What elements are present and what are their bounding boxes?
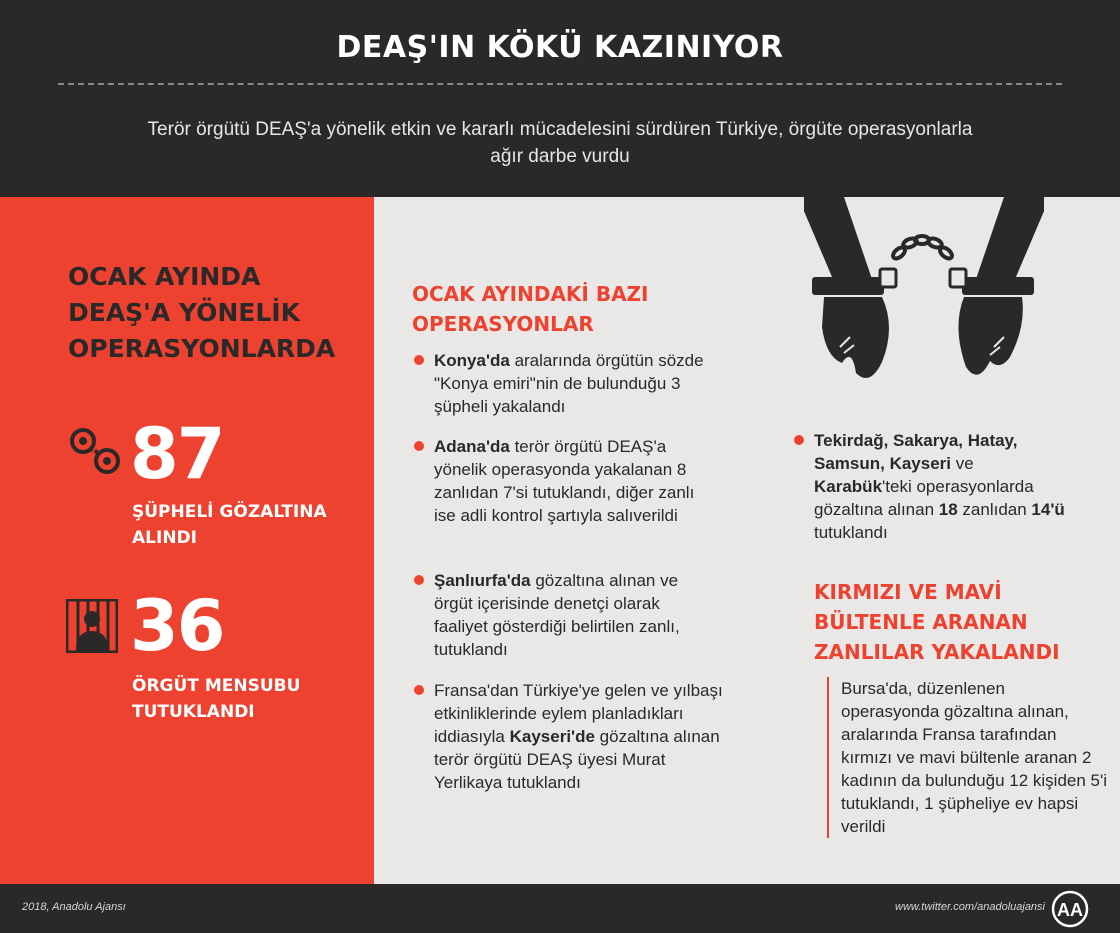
list-item: Konya'da aralarında örgütün sözde "Konya emiri"nin de bulunduğu 3 şüpheli yakalandı [434,349,714,418]
bulletin-text: Bursa'da, düzenlenen operasyonda gözaltına alınan, aralarında Fransa tarafından kırmızı ve mavi bültenle aranan 2 kadının da bulunduğu 12 kişiden 5'i tutuklandı, 1 şüpheliye ev hapsi verildi [827,677,1107,838]
detained-count: 87 [130,413,224,495]
bullet-dot [414,355,424,365]
list-item: Tekirdağ, Sakarya, Hatay, Samsun, Kayseri ve Karabük'teki operasyonlarda gözaltına alınan 18 zanlıdan 14'ü tutuklandı [814,429,1074,544]
twitter-link[interactable]: www.twitter.com/anadoluajansi [895,901,1045,913]
detained-label: ŞÜPHELİ GÖZALTINA ALINDI [132,502,327,548]
stats-panel [0,197,374,884]
stats-heading: OCAK AYINDA DEAŞ'A YÖNELİK OPERASYONLARDA [68,262,336,363]
content-panel [374,197,1120,884]
bullet-dot [794,435,804,445]
list-item: Fransa'dan Türkiye'ye gelen ve yılbaşı etkinliklerinde eylem planladıkları iddiasıyla Kayseri'de gözaltına alınan terör örgütü DEAŞ üyesi Murat Yerlikaya tutuklandı [434,679,726,794]
logo-text: AA [1057,900,1083,920]
bulletin-heading: KIRMIZI VE MAVİ BÜLTENLE ARANAN ZANLILAR YAKALANDI [814,580,1060,664]
operations-heading: OCAK AYINDAKİ BAZI OPERASYONLAR [412,282,649,336]
arrested-count: 36 [130,585,224,667]
anadolu-agency-logo [1048,890,1092,928]
page-subtitle: Terör örgütü DEAŞ'a yönelik etkin ve kararlı mücadelesini sürdüren Türkiye, örgüte operasyonlarla ağır darbe vurdu [147,119,973,167]
dashed-divider [58,83,1062,85]
handcuffs-icon [66,425,124,477]
page-title: DEAŞ'IN KÖKÜ KAZINIYOR [336,30,784,65]
prisoner-icon [66,599,118,653]
header-banner [0,0,1120,197]
handcuffed-hands-illustration [804,197,1044,397]
footer [0,884,1120,933]
arrested-label: ÖRGÜT MENSUBU TUTUKLANDI [132,676,301,722]
bullet-dot [414,575,424,585]
bullet-dot [414,441,424,451]
copyright-credit: 2018, Anadolu Ajansı [22,901,126,913]
list-item: Adana'da terör örgütü DEAŞ'a yönelik operasyonda yakalanan 8 zanlıdan 7'si tutuklandı, diğer zanlı ise adli kontrol şartıyla salıverildi [434,435,719,527]
bullet-dot [414,685,424,695]
list-item: Şanlıurfa'da gözaltına alınan ve örgüt içerisinde denetçi olarak faaliyet gösterdiği belirtilen zanlı, tutuklandı [434,569,714,661]
